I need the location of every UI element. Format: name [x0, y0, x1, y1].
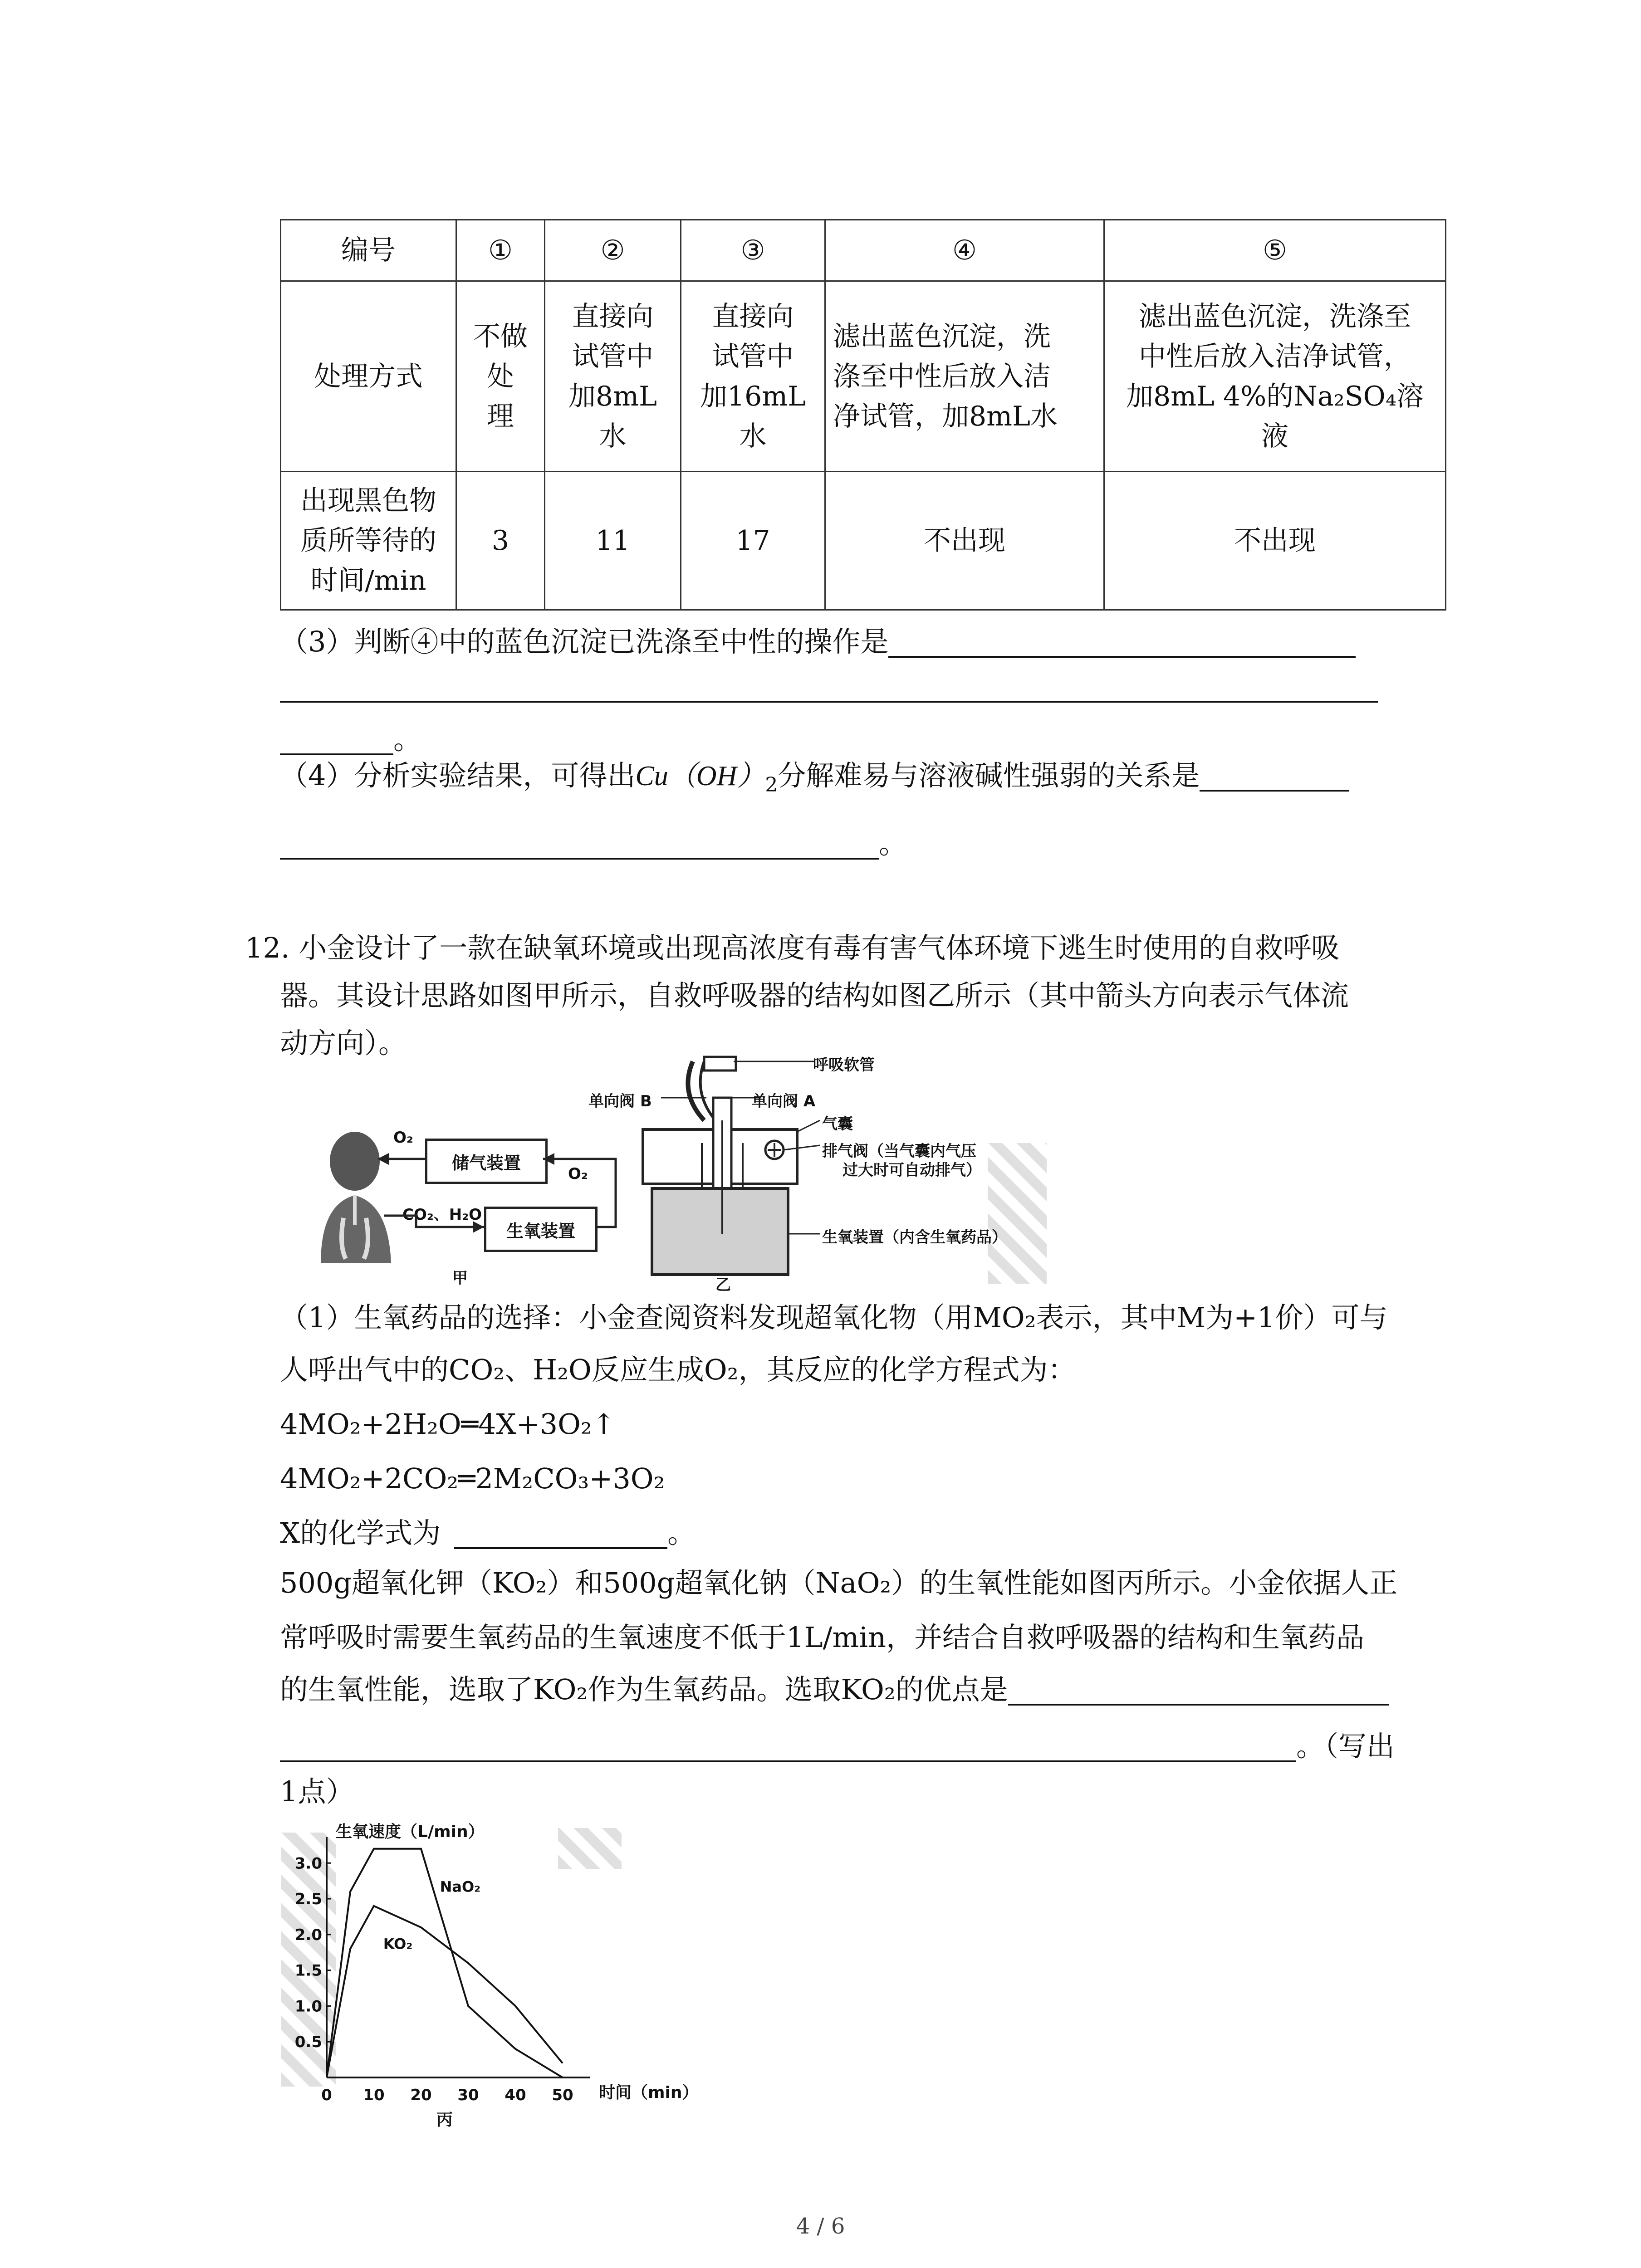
cell-line: 理: [487, 400, 514, 432]
cell-line: 试管中: [572, 340, 654, 372]
answer-blank[interactable]: [1200, 758, 1349, 792]
y-tick-label: 0.5: [294, 2033, 322, 2052]
exhaust-valve-label-2: 过大时可自动排气）: [843, 1161, 981, 1179]
figure-a-caption: 甲: [452, 1269, 468, 1287]
cell-line: 滤出蓝色沉淀，洗: [833, 320, 1051, 352]
x-tick-label: 40: [505, 2086, 526, 2104]
table-header: ③: [681, 220, 825, 281]
cell-line: 时间/min: [310, 565, 426, 596]
cell-line: 处: [487, 360, 514, 392]
punctuation: 。: [879, 827, 907, 860]
cell-line: 滤出蓝色沉淀，洗涤至: [1139, 300, 1411, 332]
question-text: X的化学式为: [280, 1516, 441, 1549]
y-tick-label: 1.0: [294, 1997, 322, 2016]
oxygen-generator-box: 生氧装置: [484, 1207, 598, 1252]
storage-device-box: 储气装置: [425, 1139, 548, 1184]
row-label: [281, 472, 456, 610]
table-header-row: [281, 220, 1446, 281]
cell-line: 净试管，加8mL水: [833, 400, 1058, 432]
valve-b-label: 单向阀 B: [588, 1092, 652, 1110]
page-number: 4 / 6: [796, 2214, 845, 2239]
part-1-line1: （1）生氧药品的选择：小金查阅资料发现超氧化物（用MO₂表示，其中M为+1价）可与: [280, 1301, 1388, 1334]
part-1-line5: [280, 1662, 1389, 1717]
flow-arrows: [280, 1052, 625, 1288]
question-text: 分解难易与溶液碱性强弱的关系是: [778, 759, 1200, 792]
cell-line: 出现黑色物: [300, 485, 436, 517]
table-header: ②: [545, 220, 681, 281]
punctuation: 。（写出: [1296, 1730, 1395, 1763]
x-tick-label: 50: [552, 2086, 573, 2104]
answer-blank[interactable]: [454, 1515, 667, 1549]
part-1-line2: 人呼出气中的CO₂、H₂O反应生成O₂，其反应的化学方程式为：: [280, 1353, 1076, 1386]
punctuation: 。: [667, 1516, 696, 1549]
table-row: [281, 472, 1446, 610]
cell-line: 涤至中性后放入洁: [833, 360, 1051, 392]
chart-svg: [272, 1814, 717, 2132]
table-header: 编号: [281, 220, 456, 281]
equation-2: 4MO₂+2CO₂═2M₂CO₃+3O₂: [280, 1462, 665, 1495]
hose-label: 呼吸软管: [813, 1056, 875, 1074]
cell-line: 液: [1261, 420, 1288, 452]
table-cell: 不出现: [825, 472, 1104, 610]
respirator-structure: [625, 1052, 879, 1288]
oxygen-rate-chart: [272, 1814, 717, 2132]
question-3: [280, 615, 1356, 669]
question-4: [280, 748, 1349, 803]
answer-blank[interactable]: [280, 1729, 1296, 1762]
row-label: 处理方式: [281, 281, 456, 472]
x-formula-question: [280, 1506, 696, 1560]
table-cell: [681, 281, 825, 472]
table-header: ①: [456, 220, 545, 281]
cell-line: 加16mL: [700, 380, 806, 412]
cell-line: 直接向: [572, 300, 654, 332]
cell-line: 直接向: [712, 300, 794, 332]
answer-blank[interactable]: [1008, 1672, 1389, 1706]
cell-line: 不做: [473, 320, 528, 352]
cell-line: 加8mL: [568, 380, 657, 412]
y-tick-label: 2.0: [294, 1926, 322, 1944]
x-axis-label: 时间（min）: [599, 2083, 699, 2102]
o2-label: O₂: [393, 1129, 413, 1147]
y-tick-label: 2.5: [294, 1890, 322, 1909]
valve-a-label: 单向阀 A: [752, 1092, 816, 1110]
respirator-diagram: [280, 1052, 1047, 1294]
table-cell: [456, 281, 545, 472]
equation-1: 4MO₂+2H₂O═4X+3O₂↑: [280, 1408, 616, 1441]
cell-line: 加8mL 4%的Na₂SO₄溶: [1126, 380, 1424, 412]
part-1-line7: 1点）: [280, 1775, 354, 1808]
generator-label: 生氧装置（内含生氧药品）: [822, 1228, 1007, 1246]
cell-line: 试管中: [712, 340, 794, 372]
question-text: （4）分析实验结果，可得出: [280, 759, 636, 792]
o2-label: O₂: [568, 1165, 588, 1183]
table-header: ④: [825, 220, 1104, 281]
question-12-line2: 器。其设计思路如图甲所示，自救呼吸器的结构如图乙所示（其中箭头方向表示气体流: [280, 979, 1349, 1012]
y-axis-label: 生氧速度（L/min）: [336, 1823, 485, 1841]
co2-h2o-label: CO₂、H₂O: [402, 1206, 482, 1224]
figure-b-caption: 乙: [715, 1276, 731, 1294]
table-cell: [1104, 281, 1446, 472]
table-cell: [545, 281, 681, 472]
series-label-nao2: NaO₂: [440, 1878, 481, 1896]
x-tick-label: 20: [410, 2086, 432, 2104]
question-4-end: [280, 816, 907, 871]
part-1-line3: 500g超氧化钾（KO₂）和500g超氧化钠（NaO₂）的生氧性能如图丙所示。小金依据人正: [280, 1566, 1398, 1599]
x-tick-label: 10: [363, 2086, 385, 2104]
x-tick-label: 0: [321, 2086, 332, 2104]
subscript: 2: [765, 773, 778, 797]
answer-blank[interactable]: [280, 826, 879, 860]
cell-line: 质所等待的: [300, 525, 436, 557]
answer-blank[interactable]: [280, 701, 1378, 703]
table-cell: [825, 281, 1104, 472]
cell-line: 水: [599, 420, 627, 452]
table-cell: 3: [456, 472, 545, 610]
table-row: [281, 281, 1446, 472]
punctuation: 。: [393, 723, 422, 756]
part-1-line6: [280, 1719, 1395, 1774]
series-label-ko2: KO₂: [383, 1935, 413, 1953]
y-tick-label: 3.0: [294, 1854, 322, 1873]
cell-line: 水: [739, 420, 767, 452]
x-tick-label: 30: [457, 2086, 479, 2104]
watermark: [988, 1143, 1047, 1284]
air-bag-label: 气囊: [822, 1115, 853, 1133]
series-line-1: [327, 1906, 563, 2077]
answer-blank[interactable]: [888, 624, 1356, 658]
exhaust-valve-label: 排气阀（当气囊内气压: [822, 1142, 976, 1160]
cell-line: 中性后放入洁净试管，: [1139, 340, 1411, 372]
experiment-table: [280, 219, 1446, 611]
table-cell: 17: [681, 472, 825, 610]
question-text: 的生氧性能，选取了KO₂作为生氧药品。选取KO₂的优点是: [280, 1673, 1008, 1706]
table-header: ⑤: [1104, 220, 1446, 281]
part-1-line4: 常呼吸时需要生氧药品的生氧速度不低于1L/min，并结合自救呼吸器的结构和生氧药品: [280, 1621, 1365, 1654]
table-cell: 不出现: [1104, 472, 1446, 610]
question-12-line1: 12. 小金设计了一款在缺氧环境或出现高浓度有毒有害气体环境下逃生时使用的自救呼吸: [245, 931, 1340, 964]
question-text: （3）判断④中的蓝色沉淀已洗涤至中性的操作是: [280, 625, 889, 658]
chart-caption: 丙: [436, 2111, 453, 2129]
y-tick-label: 1.5: [294, 1961, 322, 1980]
question-12-line3: 动方向）。: [280, 1026, 407, 1060]
table-cell: 11: [545, 472, 681, 610]
formula: Cu（OH）: [635, 761, 765, 792]
